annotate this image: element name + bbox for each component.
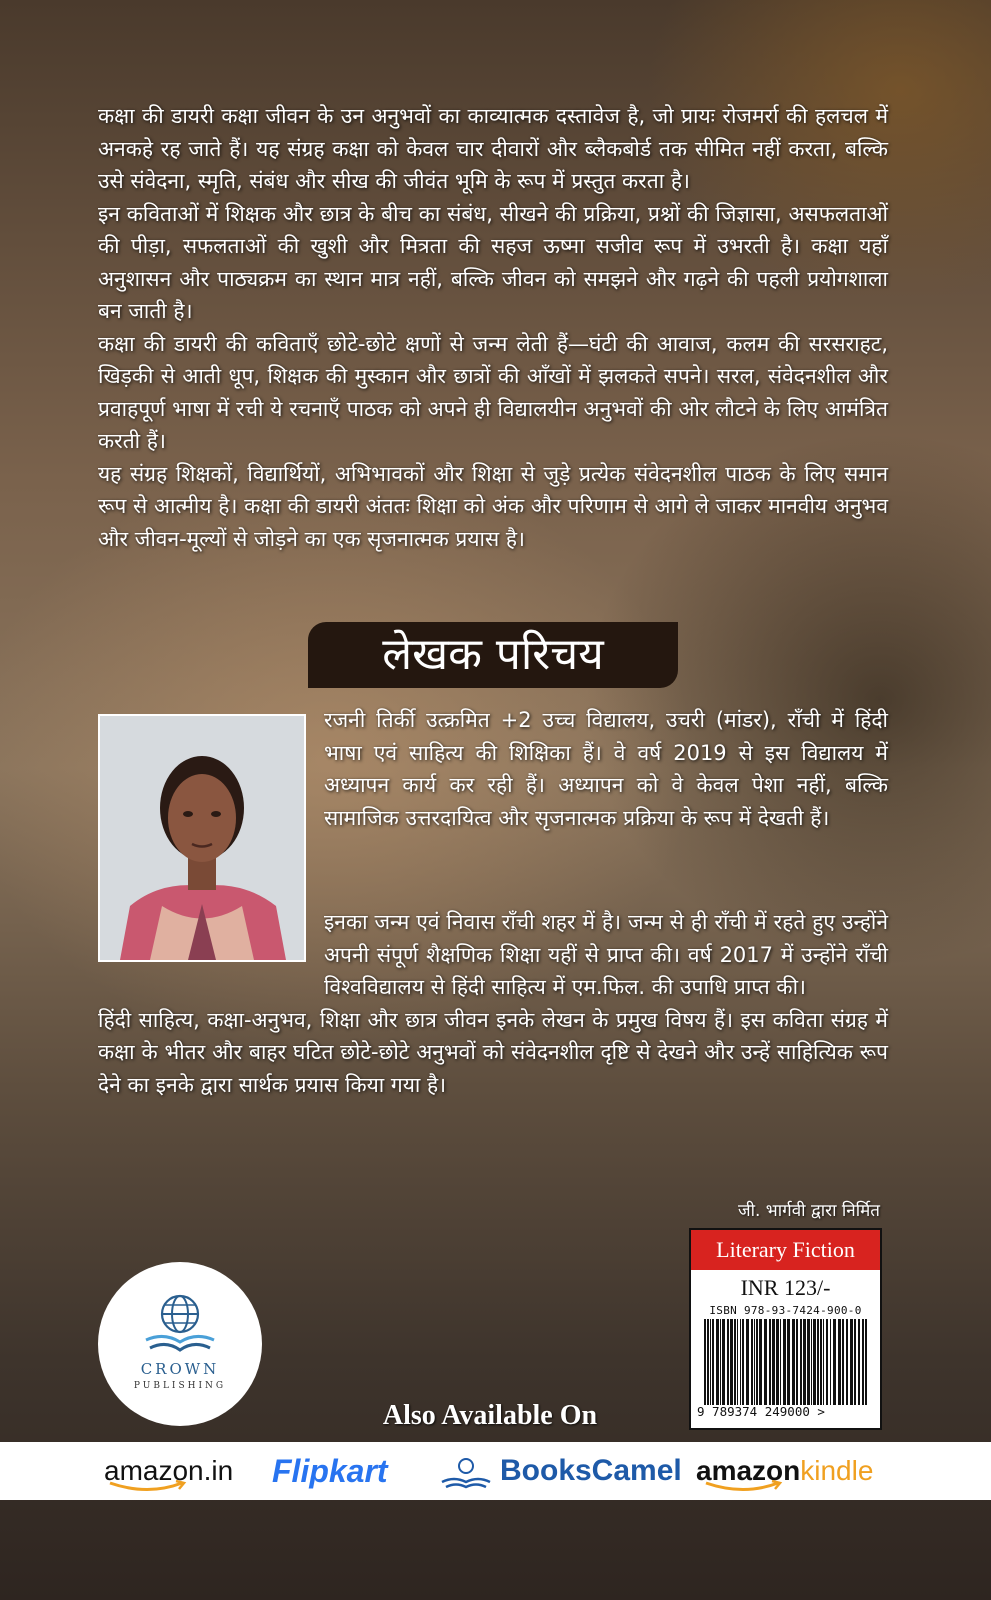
barcode [700, 1319, 872, 1405]
author-bio-top [324, 704, 888, 834]
author-bio-paragraph: इनका जन्म एवं निवास राँची शहर में है। जन्म से ही राँची में रहते हुए उन्होंने अपनी संपूर्ण शैक्षणिक शिक्षा यहीं से प्राप्त की। वर्ष 2017 में उन्होंने राँची विश्वविद्यालय से हिंदी साहित्य में एम.फिल. की उपाधि प्राप्त की। [324, 910, 888, 999]
flipkart-logo-text: Flipkart [272, 1453, 388, 1489]
amazon-smile-icon [108, 1480, 188, 1494]
synopsis-paragraph: कक्षा की डायरी कक्षा जीवन के उन अनुभवों का काव्यात्मक दस्तावेज है, जो प्रायः रोजमर्रा की हलचल में अनकहे रह जाते हैं। यह संग्रह कक्षा को केवल चार दीवारों और ब्लैकबोर्ड तक सीमित नहीं करता, बल्कि उसे संवेदना, स्मृति, संबंध और सीख की जीवंत भूमि के रूप में प्रस्तुत करता है। [98, 104, 888, 193]
amazon-logo-text: amazon.in [104, 1455, 234, 1486]
cover-credit: जी. भार्गवी द्वारा निर्मित [737, 1201, 880, 1221]
synopsis-paragraph: यह संग्रह शिक्षकों, विद्यार्थियों, अभिभावकों और शिक्षा से जुड़े प्रत्येक संवेदनशील पाठक के लिए समान रूप से आत्मीय है। कक्षा की डायरी अंततः शिक्षा को अंक और परिणाम से आगे ले जाकर मानवीय अनुभव और जीवन-मूल्यों से जोड़ने का एक सृजनात्मक प्रयास है। [98, 461, 888, 551]
bookscamel-book-icon [438, 1452, 494, 1492]
synopsis-paragraph: कक्षा की डायरी की कविताएँ छोटे-छोटे क्षणों से जन्म लेती हैं—घंटी की आवाज, कलम की सरसराहट, खिड़की से आती धूप, शिक्षक की मुस्कान और छात्रों की आँखों में झलकते सपने। सरल, संवेदनशील और प्रवाहपूर्ण भाषा में रची ये रचनाएँ पाठक को अपने ही विद्यालयीन अनुभवों की ओर लौटने के लिए आमंत्रित करती हैं। [98, 331, 888, 453]
author-intro-heading: लेखक परिचय [308, 622, 678, 688]
kindle-text: kindle [800, 1455, 874, 1486]
publisher-logo [98, 1262, 262, 1426]
bookscamel-logo [500, 1442, 682, 1500]
flipkart-logo [272, 1442, 388, 1500]
kindle-smile-icon [704, 1480, 784, 1494]
barcode-number: 9 789374 249000 > [697, 1404, 825, 1419]
author-bio-bottom [98, 906, 888, 1101]
price-barcode-box [689, 1228, 882, 1430]
synopsis-paragraph: इन कविताओं में शिक्षक और छात्र के बीच का संबंध, सीखने की प्रक्रिया, प्रश्नों की जिज्ञासा, असफलताओं की पीड़ा, सफलताओं की खुशी और मित्रता की सहज ऊष्मा सजीव रूप में उभरती है। कक्षा यहाँ अनुशासन और पाठ्यक्रम का स्थान मात्र नहीं, बल्कि जीवन को समझने और गढ़ने की पहली प्रयोगशाला बन जाती है। [98, 201, 888, 323]
publisher-subtitle: PUBLISHING [133, 1381, 227, 1391]
also-available-label: Also Available On [382, 1400, 598, 1431]
isbn-label: ISBN 978-93-7424-900-0 [709, 1304, 862, 1317]
kindle-amazon-text: amazon [696, 1455, 801, 1486]
author-bio-paragraph: हिंदी साहित्य, कक्षा-अनुभव, शिक्षा और छात्र जीवन इनके लेखन के प्रमुख विषय हैं। इस कविता संग्रह में कक्षा के भीतर और बाहर घटित छोटे-छोटे अनुभवों को संवेदनशील दृष्टि से देखने और उन्हें साहित्यिक रूप देने का इनके द्वारा सार्थक प्रयास किया गया है। [98, 1007, 888, 1097]
author-bio-paragraph: रजनी तिर्की उत्क्रमित +2 उच्च विद्यालय, उचरी (मांडर), राँची में हिंदी भाषा एवं साहित्य की शिक्षिका हैं। वे वर्ष 2019 से इस विद्यालय में अध्यापन कार्य कर रही हैं। अध्यापन को वे केवल पेशा नहीं, बल्कि सामाजिक उत्तरदायित्व और सृजनात्मक प्रक्रिया के रूप में देखती हैं। [324, 708, 888, 830]
store-logos-bar [0, 1442, 991, 1500]
book-synopsis [98, 100, 888, 555]
price-label: INR 123/- [740, 1275, 831, 1300]
bookscamel-logo-text: BooksCamel [500, 1454, 682, 1487]
genre-label: Literary Fiction [691, 1230, 880, 1270]
globe-book-icon [98, 1262, 262, 1362]
publisher-name: CROWN [140, 1360, 220, 1378]
